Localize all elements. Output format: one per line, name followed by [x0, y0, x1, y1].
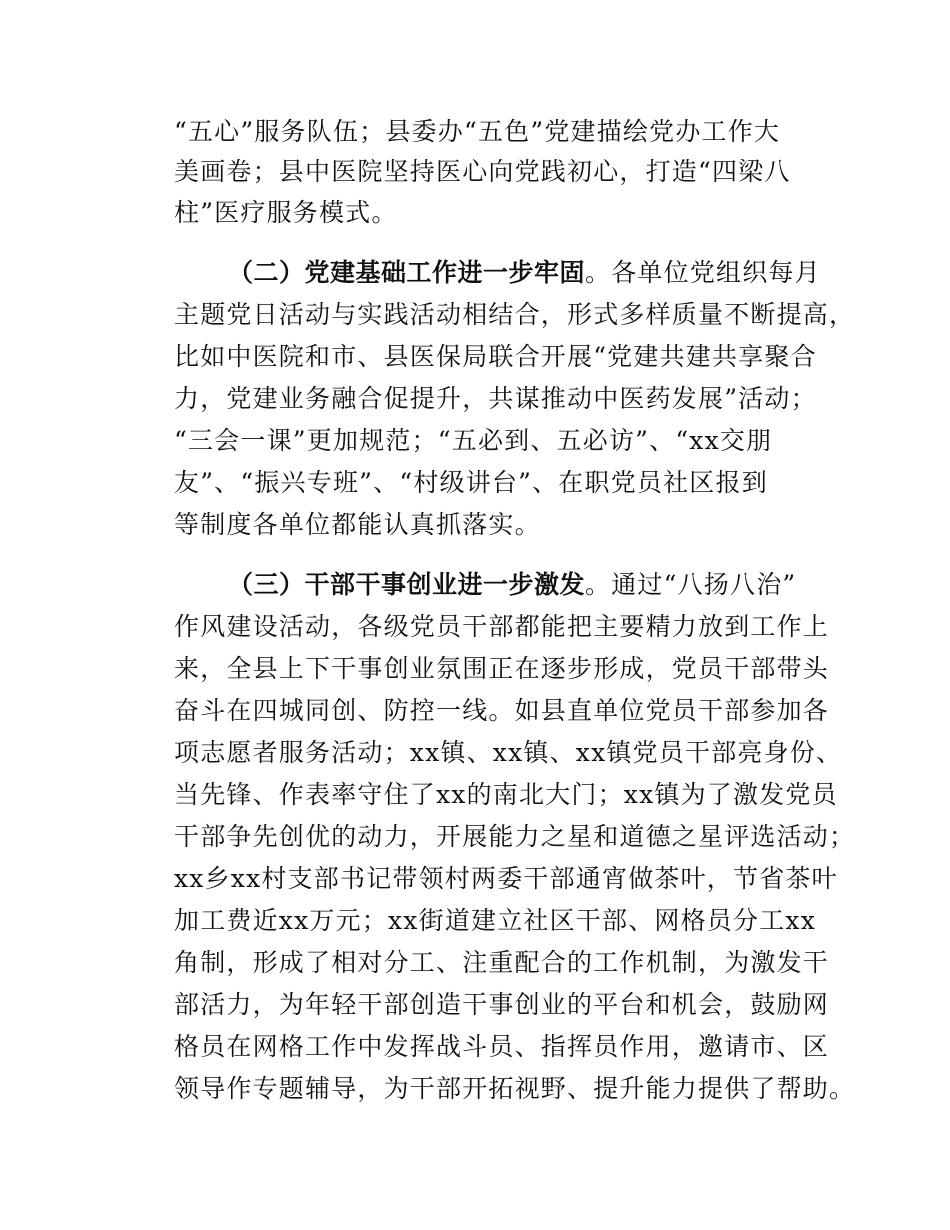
paragraph-2-line-2: 主题党日活动与实践活动相结合，形式多样质量不断提高，: [174, 300, 856, 329]
paragraph-2-first-line-text: 。各单位党组织每月: [585, 258, 821, 287]
paragraph-3-line-9: 加工费近xx万元；xx街道建立社区干部、网格员分工xx: [174, 906, 816, 935]
paragraph-3-line-5: 项志愿者服务活动；xx镇、xx镇、xx镇党员干部亮身份、: [174, 738, 843, 767]
section-2-heading: （二）党建基础工作进一步牢固: [228, 258, 586, 287]
paragraph-3-line-13: 领导作专题辅导，为干部开拓视野、提升能力提供了帮助。: [174, 1074, 856, 1103]
paragraph-3-line-4: 奋斗在四城同创、防控一线。如县直单位党员干部参加各: [174, 696, 830, 725]
paragraph-2-line-5: “三会一课”更加规范；“五必到、五必访”、“xx交朋: [174, 426, 773, 455]
paragraph-3-line-12: 格员在网格工作中发挥战斗员、指挥员作用，邀请市、区: [174, 1032, 830, 1061]
section-3-heading: （三）干部干事创业进一步激发: [228, 570, 586, 599]
paragraph-2-line-3: 比如中医院和市、县医保局联合开展“党建共建共享聚合: [174, 342, 817, 371]
paragraph-3-first-line-text: 。通过“八扬八治”: [585, 570, 797, 599]
paragraph-3-line-8: xx乡xx村支部书记带领村两委干部通宵做茶叶，节省茶叶: [174, 864, 838, 893]
paragraph-2-line-7: 等制度各单位都能认真抓落实。: [174, 510, 541, 539]
paragraph-3-line-1: [228, 565, 796, 605]
paragraph-3-line-3: 来，全县上下干事创业氛围正在逐步形成，党员干部带头: [174, 654, 830, 683]
paragraph-3-line-2: 作风建设活动，各级党员干部都能把主要精力放到工作上: [174, 612, 830, 641]
paragraph-3-line-11: 部活力，为年轻干部创造干事创业的平台和机会，鼓励网: [174, 990, 830, 1019]
paragraph-1-line-1: “五心”服务队伍；县委办“五色”党建描绘党办工作大: [174, 117, 781, 146]
paragraph-2-line-1: [228, 253, 821, 293]
paragraph-2-line-6: 友”、“振兴专班”、“村级讲台”、在职党员社区报到: [174, 468, 768, 497]
paragraph-3-line-7: 干部争先创优的动力，开展能力之星和道德之星评选活动；: [174, 822, 856, 851]
paragraph-1-line-2: 美画卷；县中医院坚持医心向党践初心，打造“四梁八: [174, 157, 791, 186]
paragraph-2-line-4: 力，党建业务融合促提升，共谋推动中医药发展”活动；: [174, 384, 817, 413]
paragraph-3-line-10: 角制，形成了相对分工、注重配合的工作机制，为激发干: [174, 948, 830, 977]
paragraph-1-line-3: 柱”医疗服务模式。: [174, 198, 398, 227]
paragraph-3-line-6: 当先锋、作表率守住了xx的南北大门；xx镇为了激发党员: [174, 780, 838, 809]
